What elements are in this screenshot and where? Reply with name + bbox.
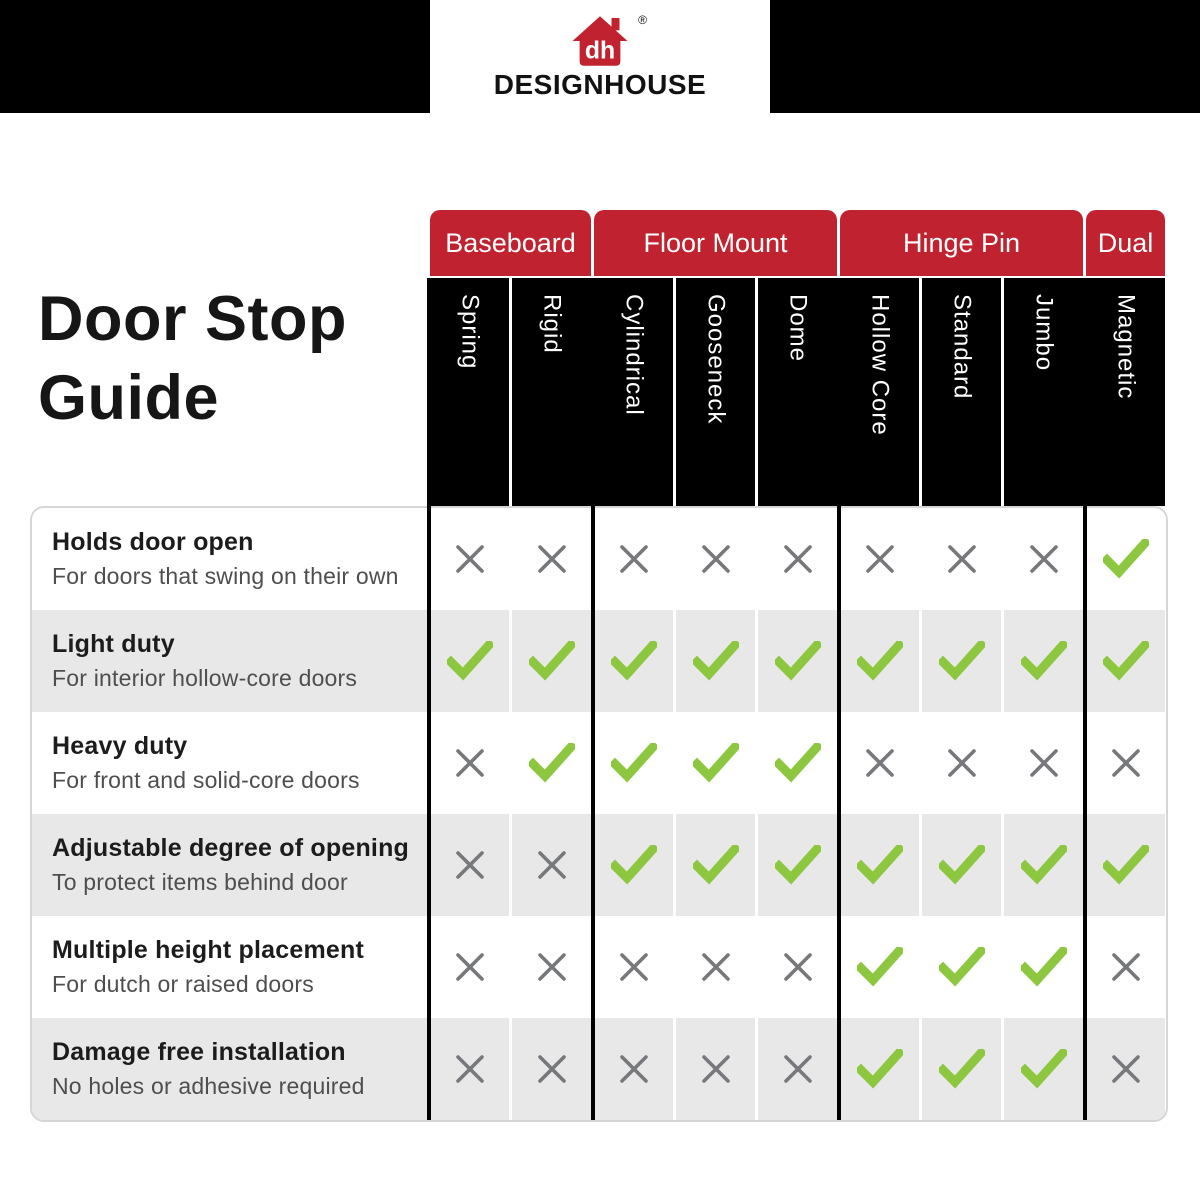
row-feature-description: For doors that swing on their own: [52, 563, 399, 589]
logo-monogram: dh: [584, 37, 616, 65]
cell-gooseneck-multiple-height-placement: [676, 916, 755, 1018]
cell-spring-damage-free-installation: [430, 1018, 509, 1120]
row-feature-description: For dutch or raised doors: [52, 971, 314, 997]
row-feature-title: Damage free installation: [52, 1038, 346, 1066]
cell-standard-multiple-height-placement: [922, 916, 1001, 1018]
cell-dome-multiple-height-placement: [758, 916, 837, 1018]
check-icon: [1103, 539, 1149, 579]
x-icon: [617, 950, 651, 984]
cell-dome-damage-free-installation: [758, 1018, 837, 1120]
cell-hollow-core-light-duty: [840, 610, 919, 712]
check-icon: [447, 641, 493, 681]
check-icon: [529, 641, 575, 681]
check-icon: [1021, 845, 1067, 885]
x-icon: [945, 542, 979, 576]
cell-spring-multiple-height-placement: [430, 916, 509, 1018]
cell-gooseneck-heavy-duty: [676, 712, 755, 814]
check-icon: [1103, 641, 1149, 681]
row-label: [32, 712, 430, 814]
group-header-baseboard: Baseboard: [430, 210, 591, 276]
row-feature-description: No holes or adhesive required: [52, 1073, 365, 1099]
cell-cylindrical-heavy-duty: [594, 712, 673, 814]
cell-hollow-core-multiple-height-placement: [840, 916, 919, 1018]
cell-rigid-heavy-duty: [512, 712, 591, 814]
brand: [430, 0, 770, 113]
cell-dome-holds-door-open: [758, 508, 837, 610]
table-row-light-duty: [32, 610, 1166, 712]
house-logo-icon: [569, 14, 631, 68]
table-row-heavy-duty: [32, 712, 1166, 814]
column-header-label: Jumbo: [1030, 294, 1058, 372]
column-header-jumbo: [1004, 278, 1083, 506]
column-header-rigid: [512, 278, 591, 506]
cell-hollow-core-holds-door-open: [840, 508, 919, 610]
cell-dome-light-duty: [758, 610, 837, 712]
check-icon: [1021, 947, 1067, 987]
table-row-multiple-height-placement: [32, 916, 1166, 1018]
cell-standard-adjustable-degree-of-opening: [922, 814, 1001, 916]
cell-magnetic-adjustable-degree-of-opening: [1086, 814, 1165, 916]
cell-gooseneck-adjustable-degree-of-opening: [676, 814, 755, 916]
brand-name-house: HOUSE: [604, 69, 707, 100]
x-icon: [617, 542, 651, 576]
check-icon: [611, 845, 657, 885]
x-icon: [535, 950, 569, 984]
check-icon: [1021, 1049, 1067, 1089]
check-icon: [693, 641, 739, 681]
x-icon: [699, 542, 733, 576]
x-icon: [781, 950, 815, 984]
cell-standard-holds-door-open: [922, 508, 1001, 610]
column-header-label: Magnetic: [1112, 294, 1140, 400]
row-label: [32, 610, 430, 712]
column-header-label: Cylindrical: [620, 294, 648, 416]
cell-jumbo-light-duty: [1004, 610, 1083, 712]
page-title-line2: Guide: [38, 363, 220, 434]
column-header-spring: [430, 278, 509, 506]
check-icon: [529, 743, 575, 783]
cell-spring-heavy-duty: [430, 712, 509, 814]
check-icon: [775, 743, 821, 783]
row-feature-description: For front and solid-core doors: [52, 767, 360, 793]
group-header-floor-mount: Floor Mount: [594, 210, 837, 276]
cell-hollow-core-adjustable-degree-of-opening: [840, 814, 919, 916]
check-icon: [939, 947, 985, 987]
x-icon: [863, 542, 897, 576]
cell-spring-adjustable-degree-of-opening: [430, 814, 509, 916]
check-icon: [1021, 641, 1067, 681]
group-separator: [837, 278, 841, 1120]
cell-jumbo-multiple-height-placement: [1004, 916, 1083, 1018]
x-icon: [863, 746, 897, 780]
row-feature-title: Heavy duty: [52, 732, 188, 760]
x-icon: [535, 848, 569, 882]
x-icon: [1109, 950, 1143, 984]
row-feature-title: Light duty: [52, 630, 175, 658]
row-label: [32, 814, 430, 916]
cell-magnetic-holds-door-open: [1086, 508, 1165, 610]
check-icon: [775, 641, 821, 681]
check-icon: [775, 845, 821, 885]
cell-dome-adjustable-degree-of-opening: [758, 814, 837, 916]
x-icon: [453, 848, 487, 882]
column-header-label: Spring: [456, 294, 484, 370]
group-header-dual: Dual: [1086, 210, 1165, 276]
cell-magnetic-light-duty: [1086, 610, 1165, 712]
page-title-line1: Door Stop: [38, 284, 347, 354]
check-icon: [939, 845, 985, 885]
column-header-gooseneck: [676, 278, 755, 506]
x-icon: [781, 542, 815, 576]
cell-cylindrical-adjustable-degree-of-opening: [594, 814, 673, 916]
column-header-label: Hollow Core: [866, 294, 894, 436]
row-label: [32, 1018, 430, 1120]
check-icon: [693, 845, 739, 885]
registered-mark: ®: [638, 13, 647, 27]
group-separator: [591, 278, 595, 1120]
cell-hollow-core-damage-free-installation: [840, 1018, 919, 1120]
row-feature-description: For interior hollow-core doors: [52, 665, 358, 691]
cell-magnetic-heavy-duty: [1086, 712, 1165, 814]
column-header-hollow-core: [840, 278, 919, 506]
group-separator: [427, 278, 431, 1120]
column-header-magnetic: [1086, 278, 1165, 506]
row-label: [32, 508, 430, 610]
check-icon: [611, 743, 657, 783]
row-feature-title: Holds door open: [52, 528, 254, 556]
check-icon: [939, 641, 985, 681]
cell-rigid-adjustable-degree-of-opening: [512, 814, 591, 916]
x-icon: [1109, 746, 1143, 780]
check-icon: [611, 641, 657, 681]
x-icon: [1109, 1052, 1143, 1086]
x-icon: [453, 746, 487, 780]
cell-cylindrical-multiple-height-placement: [594, 916, 673, 1018]
cell-standard-damage-free-installation: [922, 1018, 1001, 1120]
cell-standard-light-duty: [922, 610, 1001, 712]
cell-rigid-multiple-height-placement: [512, 916, 591, 1018]
cell-gooseneck-holds-door-open: [676, 508, 755, 610]
x-icon: [453, 1052, 487, 1086]
check-icon: [857, 845, 903, 885]
x-icon: [699, 950, 733, 984]
column-header-label: Standard: [948, 294, 976, 400]
x-icon: [1027, 542, 1061, 576]
cell-jumbo-heavy-duty: [1004, 712, 1083, 814]
cell-jumbo-damage-free-installation: [1004, 1018, 1083, 1120]
x-icon: [945, 746, 979, 780]
cell-jumbo-holds-door-open: [1004, 508, 1083, 610]
x-icon: [535, 542, 569, 576]
brand-name-design: DESIGN: [493, 69, 605, 100]
group-separator: [1083, 278, 1087, 1120]
row-feature-title: Multiple height placement: [52, 936, 364, 964]
check-icon: [939, 1049, 985, 1089]
column-header-label: Dome: [784, 294, 812, 363]
group-header-hinge-pin: Hinge Pin: [840, 210, 1083, 276]
x-icon: [699, 1052, 733, 1086]
cell-hollow-core-heavy-duty: [840, 712, 919, 814]
column-header-label: Gooseneck: [702, 294, 730, 425]
row-feature-title: Adjustable degree of opening: [52, 834, 410, 862]
check-icon: [857, 947, 903, 987]
x-icon: [1027, 746, 1061, 780]
x-icon: [535, 1052, 569, 1086]
column-header-dome: [758, 278, 837, 506]
cell-cylindrical-holds-door-open: [594, 508, 673, 610]
cell-dome-heavy-duty: [758, 712, 837, 814]
cell-gooseneck-light-duty: [676, 610, 755, 712]
column-header-label: Rigid: [538, 294, 566, 354]
check-icon: [857, 1049, 903, 1089]
column-header-cylindrical: [594, 278, 673, 506]
cell-gooseneck-damage-free-installation: [676, 1018, 755, 1120]
x-icon: [453, 950, 487, 984]
top-bar: [0, 0, 1200, 113]
cell-cylindrical-light-duty: [594, 610, 673, 712]
comparison-table-body: [30, 506, 1168, 1122]
cell-spring-holds-door-open: [430, 508, 509, 610]
check-icon: [1103, 845, 1149, 885]
x-icon: [781, 1052, 815, 1086]
brand-logo: [569, 13, 647, 68]
row-label: [32, 916, 430, 1018]
table-row-damage-free-installation: [32, 1018, 1166, 1120]
table-row-holds-door-open: [32, 508, 1166, 610]
cell-standard-heavy-duty: [922, 712, 1001, 814]
brand-name: [494, 71, 706, 99]
x-icon: [617, 1052, 651, 1086]
cell-cylindrical-damage-free-installation: [594, 1018, 673, 1120]
x-icon: [453, 542, 487, 576]
check-icon: [693, 743, 739, 783]
cell-rigid-holds-door-open: [512, 508, 591, 610]
cell-rigid-light-duty: [512, 610, 591, 712]
cell-rigid-damage-free-installation: [512, 1018, 591, 1120]
cell-magnetic-multiple-height-placement: [1086, 916, 1165, 1018]
page-title: [38, 280, 347, 439]
table-row-adjustable-degree-of-opening: [32, 814, 1166, 916]
column-header-standard: [922, 278, 1001, 506]
cell-spring-light-duty: [430, 610, 509, 712]
cell-jumbo-adjustable-degree-of-opening: [1004, 814, 1083, 916]
cell-magnetic-damage-free-installation: [1086, 1018, 1165, 1120]
check-icon: [857, 641, 903, 681]
row-feature-description: To protect items behind door: [52, 869, 348, 895]
